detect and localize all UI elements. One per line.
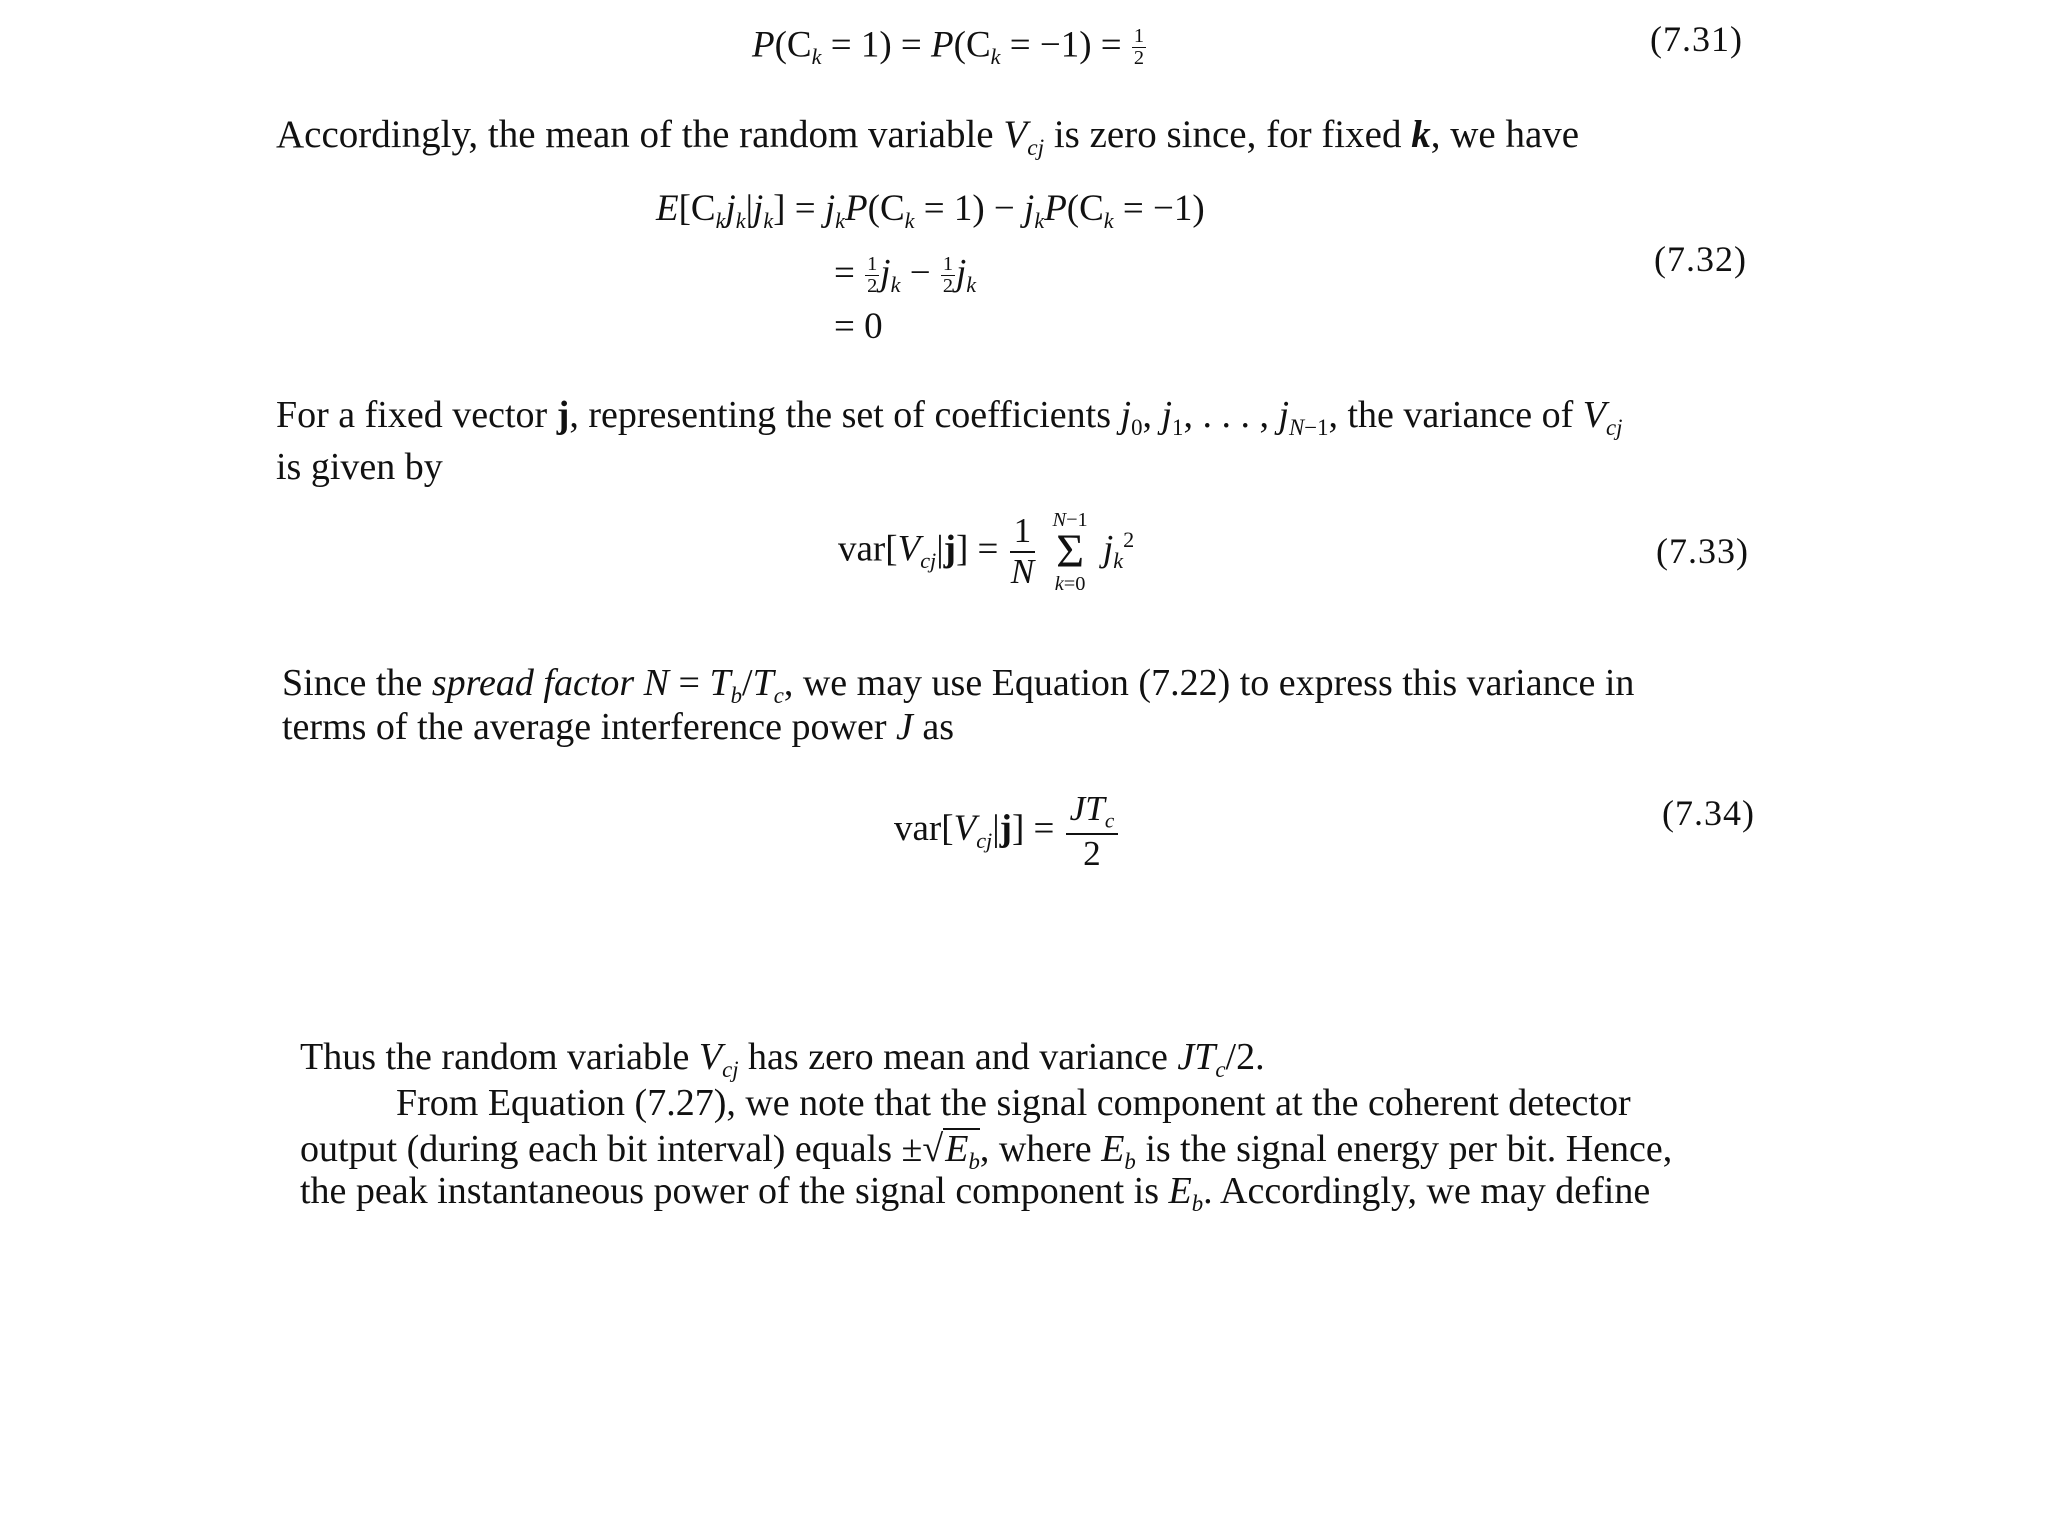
paragraph-text: , representing the set of coefficients [569, 394, 1111, 436]
equation-number-7-31: (7.31) [1650, 19, 1743, 59]
paragraph-text: Thus the random variable [300, 1036, 690, 1078]
paragraph-mean: Accordingly, the mean of the random variable $V_{cj}$ is zero since, for fixed k, we have [276, 113, 1580, 162]
equation-7-31: $P(C_k = 1) = P(C_k = -1)$ = $\frac{1}{2}$ [752, 24, 1145, 70]
paragraph-text: , where [979, 1128, 1092, 1170]
paragraph-text: is given by [276, 446, 443, 488]
paragraph-text: is the signal energy per bit. Hence, [1145, 1128, 1673, 1170]
paragraph-text: Since the [282, 662, 423, 704]
paragraph-text: . Accordingly, we may define [1203, 1170, 1651, 1212]
equation-number-7-34: (7.34) [1662, 793, 1755, 833]
spread-factor-term: spread factor N [431, 662, 670, 704]
paragraph-text: , the variance of [1328, 394, 1574, 436]
paragraph-conclusion: Thus the random variable $V_{cj}$ has zero mean and variance $JT_c/2$. [300, 1036, 1265, 1082]
paragraph-text: the peak instantaneous power of the signal component is [300, 1170, 1160, 1212]
paragraph-text: has zero mean and variance [748, 1036, 1168, 1078]
paragraph-text: From Equation (7.27), we note that the signal component at the coherent detector [396, 1082, 1631, 1124]
paragraph-text: as [922, 706, 955, 748]
paragraph-text: output (during each bit interval) equals [300, 1128, 892, 1170]
paragraph-text: terms of the average interference power [282, 706, 887, 748]
paragraph-text: , we have [1430, 113, 1580, 156]
equation-7-34: $var[V_{cj}|j]$ = $\frac{JT_c}{2}$ [894, 790, 1120, 873]
paragraph-text: is zero since, for fixed [1053, 113, 1402, 156]
equation-number-7-32: (7.32) [1654, 239, 1747, 279]
equation-7-33: $var[V_{cj}|j]$ = $\frac{1}{N}$ N−1 Σ k=0 $j_k^2$ [838, 509, 1135, 595]
paragraph-text: Accordingly, the mean of the random variable [276, 113, 994, 156]
paragraph-text: For a fixed vector [276, 394, 548, 436]
equation-number-7-33: (7.33) [1656, 531, 1749, 571]
paragraph-text: we may use Equation (7.22) to express this variance in [802, 662, 1635, 704]
